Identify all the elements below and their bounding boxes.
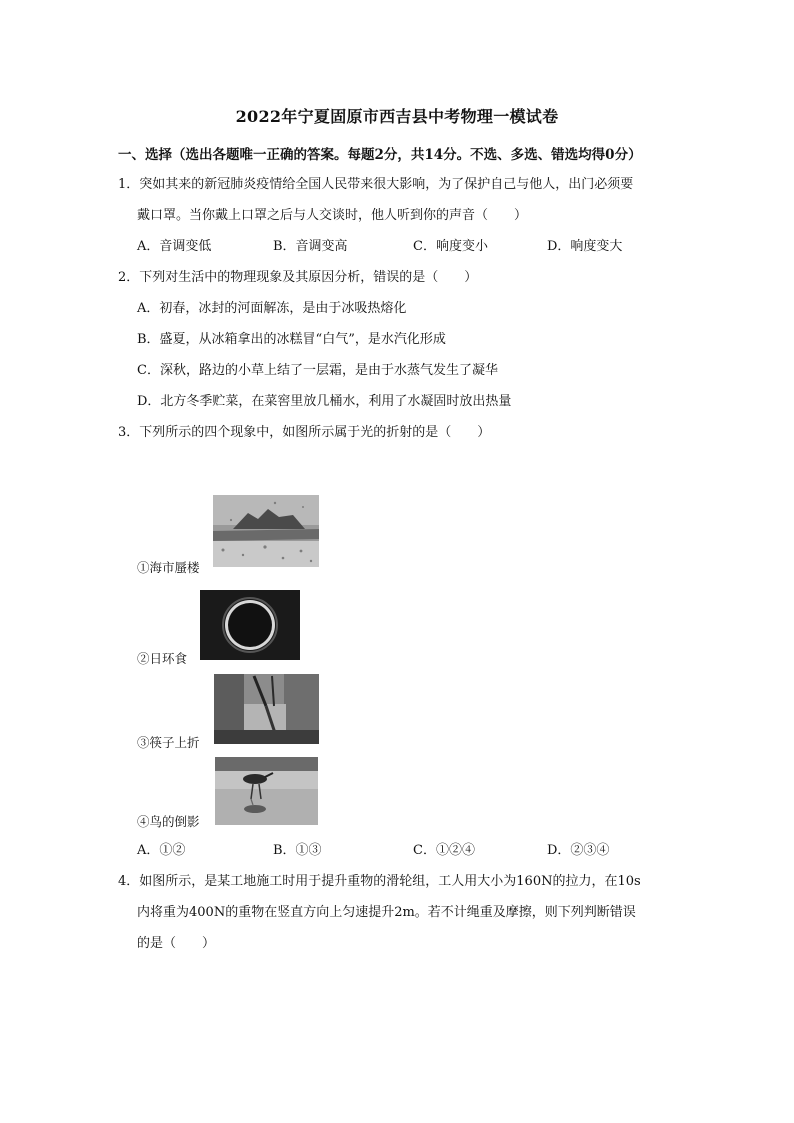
caption-mirage: ①海市蜃楼 (137, 560, 200, 575)
question-4-text: 4．如图所示，是某工地施工时用于提升重物的滑轮组，工人用大小为160N的拉力，在10s (118, 874, 641, 889)
question-3-text: 3．下列所示的四个现象中，如图所示属于光的折射的是（ ） (118, 425, 491, 440)
question-1-text-cont: 戴口罩。当你戴上口罩之后与人交谈时，他人听到你的声音（ ） (137, 208, 528, 223)
q2-option-c: C．深秋，路边的小草上结了一层霜，是由于水蒸气发生了凝华 (137, 363, 498, 378)
question-4-text-cont-2: 的是（ ） (137, 936, 216, 951)
caption-eclipse: ②日环食 (137, 651, 188, 666)
chopsticks-photo (214, 674, 319, 744)
q3-option-d: D．②③④ (547, 843, 610, 858)
q1-option-a: A．音调变低 (137, 239, 212, 254)
q1-option-d: D．响度变大 (547, 239, 623, 254)
q3-option-a: A．①② (137, 843, 186, 858)
q3-option-b: B．①③ (273, 843, 322, 858)
question-2-text: 2．下列对生活中的物理现象及其原因分析，错误的是（ ） (118, 270, 478, 285)
q2-option-d: D．北方冬季贮菜，在菜窖里放几桶水，利用了水凝固时放出热量 (137, 394, 512, 409)
question-1-text: 1．突如其来的新冠肺炎疫情给全国人民带来很大影响，为了保护自己与他人，出门必须要 (118, 177, 634, 192)
q1-option-c: C．响度变小 (413, 239, 488, 254)
question-4-text-cont: 内将重为400N的重物在竖直方向上匀速提升2m。若不计绳重及摩擦，则下列判断错误 (137, 905, 636, 920)
bird-reflection-photo (215, 757, 318, 825)
caption-bird-reflection: ④鸟的倒影 (137, 814, 200, 829)
eclipse-photo (200, 590, 300, 660)
q1-option-b: B．音调变高 (273, 239, 348, 254)
caption-chopsticks: ③筷子上折 (137, 735, 200, 750)
q3-option-c: C．①②④ (413, 843, 475, 858)
page-title: 2022年宁夏固原市西吉县中考物理一模试卷 (235, 107, 559, 126)
mirage-photo (213, 495, 319, 567)
q2-option-a: A．初春，冰封的河面解冻，是由于冰吸热熔化 (137, 301, 407, 316)
section-heading: 一、选择（选出各题唯一正确的答案。每题2分，共14分。不选、多选、错选均得0分） (118, 147, 642, 163)
q2-option-b: B．盛夏，从冰箱拿出的冰糕冒“白气”，是水汽化形成 (137, 332, 446, 347)
